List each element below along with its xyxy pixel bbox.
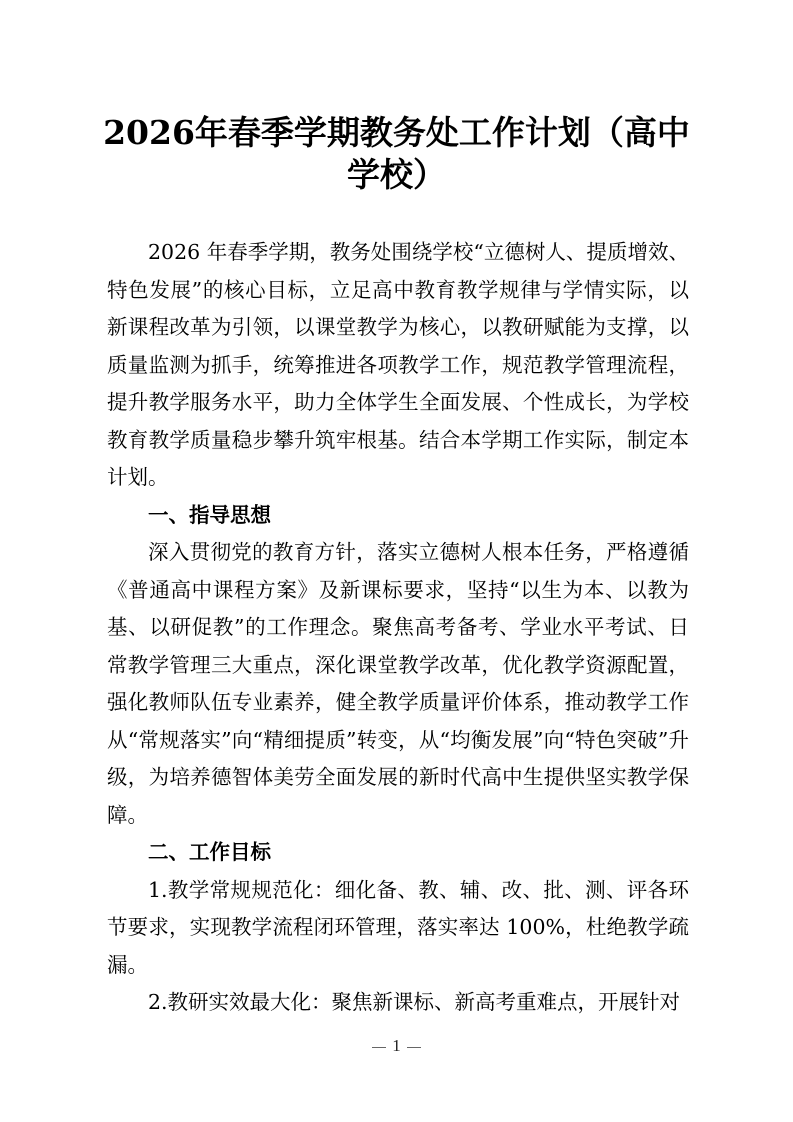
section-heading-guiding-ideology: 一、指导思想 xyxy=(148,502,271,527)
footer-dash-left xyxy=(372,1047,386,1048)
document-body xyxy=(107,234,689,1022)
section-heading-work-goals: 二、工作目标 xyxy=(148,840,271,864)
goal-item-2: 2.教研实效最大化：聚焦新课标、新高考重难点，开展针对 xyxy=(148,990,681,1014)
intro-paragraph: 2026 年春季学期，教务处围绕学校“立德树人、提质增效、特色发展”的核心目标，立足高中教育教学规律与学情实际，以新课程改革为引领，以课堂教学为核心，以教研赋能为支撑，以质量监测为抓手，统筹推进各项教学工作，规范教学管理流程，提升教学服务水平，助力全体学生全面发展、个性成长，为学校教育教学质量稳步攀升筑牢根基。结合本学期工作实际，制定本计划。 xyxy=(107,240,689,489)
document-title: 2026年春季学期教务处工作计划（高中学校） xyxy=(103,113,690,194)
footer-dash-right xyxy=(407,1047,421,1048)
guiding-ideology-paragraph: 深入贯彻党的教育方针，落实立德树人根本任务，严格遵循《普通高中课程方案》及新课标要求，坚持“以生为本、以教为基、以研促教”的工作理念。聚焦高考备考、学业水平考试、日常教学管理三大重点，深化课堂教学改革，优化教学资源配置，强化教师队伍专业素养，健全教学质量评价体系，推动教学工作从“常规落实”向“精细提质”转变，从“均衡发展”向“特色突破”升级，为培养德智体美劳全面发展的新时代高中生提供坚实教学保障。 xyxy=(107,540,689,827)
goal-item-1: 1.教学常规规范化：细化备、教、辅、改、批、测、评各环节要求，实现教学流程闭环管理，落实率达 100%，杜绝教学疏漏。 xyxy=(107,877,689,977)
page-number: 1 xyxy=(392,1036,401,1055)
page-footer xyxy=(0,1036,793,1056)
